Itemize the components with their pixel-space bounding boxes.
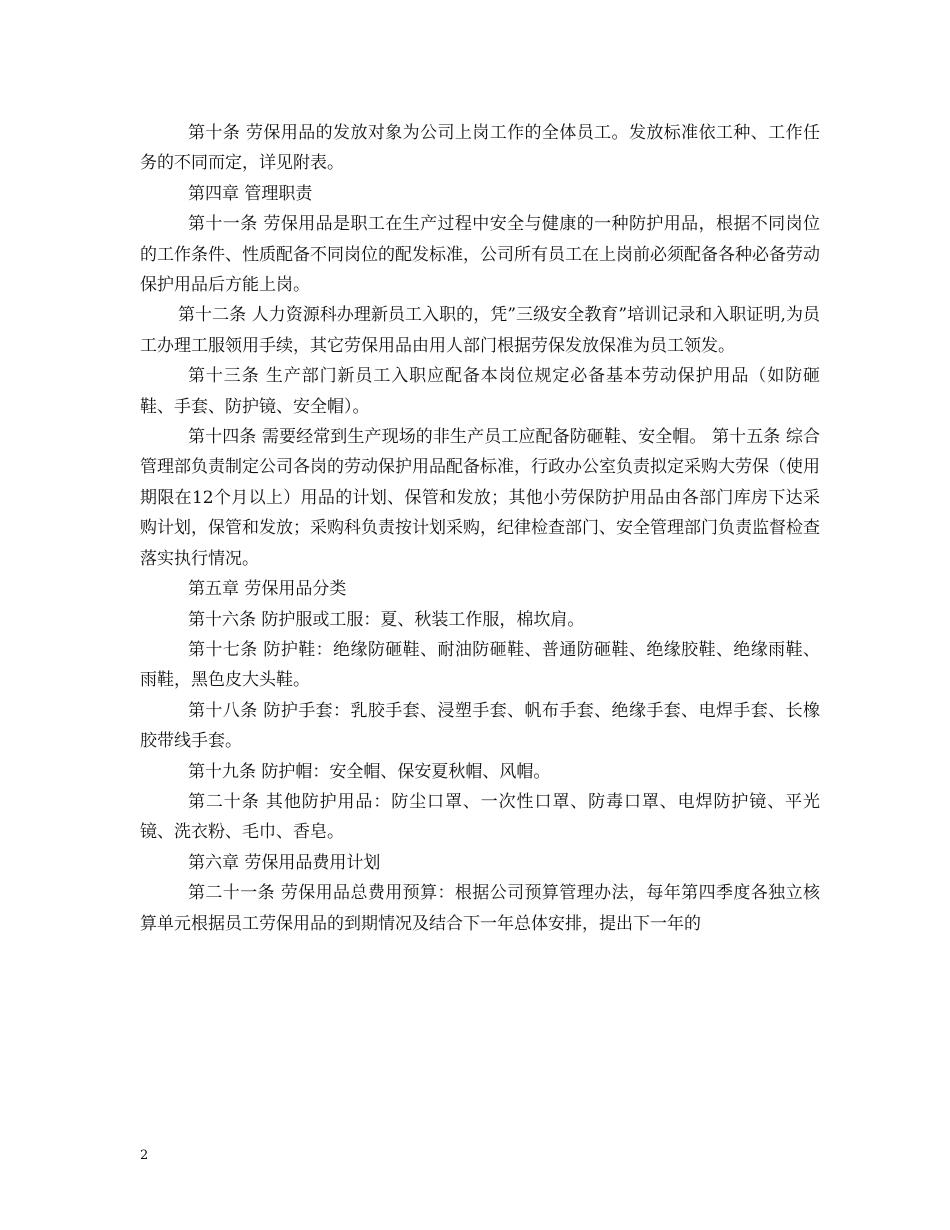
chapter-4-heading: 第四章 管理职责 (188, 183, 313, 204)
article-10: 第十条 劳保用品的发放对象为公司上岗工作的全体员工。发放标准依工种、工作任务的不同而定，详见附表。 (140, 123, 820, 174)
article-14-15: 第十四条 需要经常到生产现场的非生产员工应配备防砸鞋、安全帽。 第十五条 综合管理部负责制定公司各岗的劳动保护用品配备标准，行政办公室负责拟定采购大劳保（使用期限在12个月以上）用品的计划、保管和发放；其他小劳保防护用品由各部门库房下达采购计划，保管和发放；采购科负责按计划采购，纪律检查部门、安全管理部门负责监督检查落实执行情况。 (140, 427, 820, 569)
article-12: 第十二条 人力资源科办理新员工入职的，凭”三级安全教育”培训记录和入职证明,为员工办理工服领用手续，其它劳保用品由用人部门根据劳保发放保准为员工领发。 (140, 305, 820, 356)
page-number: 2 (140, 1148, 149, 1163)
article-18: 第十八条 防护手套：乳胶手套、浸塑手套、帆布手套、绝缘手套、电焊手套、长橡胶带线手套。 (140, 700, 820, 752)
article-20: 第二十条 其他防护用品：防尘口罩、一次性口罩、防毒口罩、电焊防护镜、平光镜、洗衣粉、毛巾、香皂。 (140, 791, 820, 843)
article-21: 第二十一条 劳保用品总费用预算：根据公司预算管理办法，每年第四季度各独立核算单元根据员工劳保用品的到期情况及结合下一年总体安排，提出下一年的 (140, 883, 820, 934)
article-19: 第十九条 防护帽：安全帽、保安夏秋帽、风帽。 (188, 761, 551, 782)
chapter-6-heading: 第六章 劳保用品费用计划 (188, 852, 381, 873)
article-16: 第十六条 防护服或工服：夏、秋装工作服，棉坎肩。 (188, 609, 585, 630)
document-body (140, 118, 820, 939)
chapter-5-heading: 第五章 劳保用品分类 (188, 579, 347, 600)
article-13: 第十三条 生产部门新员工入职应配备本岗位规定必备基本劳动保护用品（如防砸鞋、手套、防护镜、安全帽）。 (140, 366, 820, 417)
article-11: 第十一条 劳保用品是职工在生产过程中安全与健康的一种防护用品，根据不同岗位的工作条件、性质配备不同岗位的配发标准，公司所有员工在上岗前必须配备各种必备劳动保护用品后方能上岗。 (140, 214, 820, 296)
article-17: 第十七条 防护鞋：绝缘防砸鞋、耐油防砸鞋、普通防砸鞋、绝缘胶鞋、绝缘雨鞋、雨鞋，黑色皮大头鞋。 (140, 639, 820, 691)
